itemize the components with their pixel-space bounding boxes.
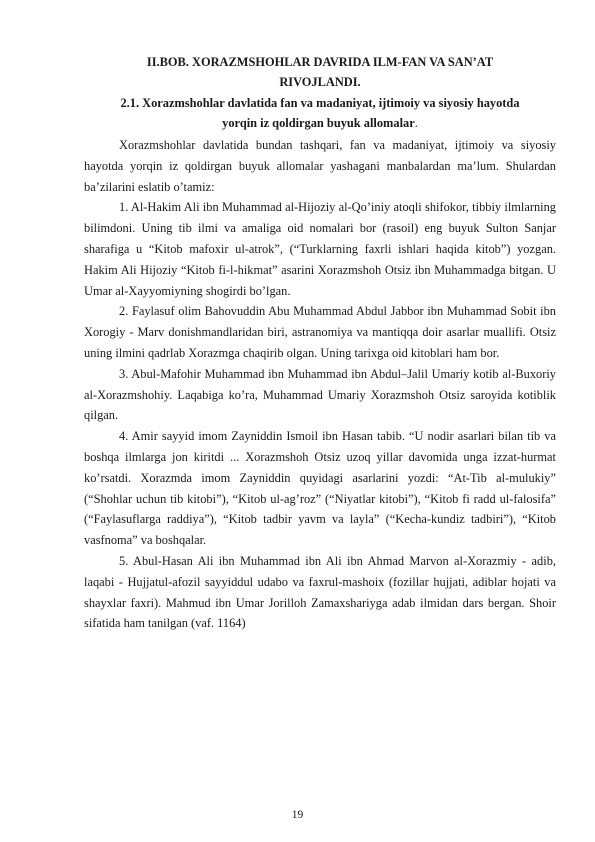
page-number: 19: [291, 809, 304, 821]
chapter-label: II.BOB.: [146, 55, 189, 69]
section-heading: [84, 93, 556, 133]
paragraph-intro: Xorazmshohlar davlatida bundan tashqari, fan va madaniyat, ijtimoiy va siyosiy hayotda yorqin iz qoldirgan buyuk allomalar yashagani manbalardan ma’lum. Shulardan ba’zilarini eslatib o’tamiz:: [84, 138, 556, 194]
paragraph-item-5: 5. Abul-Hasan Ali ibn Muhammad ibn Ali ibn Ahmad Marvon al-Xorazmiy - adib, laqabi - Hujjatul-afozil sayyiddul udabo va faxrul-mashoix (fozillar hujjati, adiblar hojati va shayxlar faxri). Mahmud ibn Umar Jorilloh Zamaxshariyga adab ilmidan dars bergan. Shoir sifatida ham tanilgan (vaf. 1164): [84, 553, 556, 631]
chapter-heading: [84, 52, 556, 92]
section-title-line2: yorqin iz qoldirgan buyuk allomalar: [222, 116, 415, 130]
chapter-title-line1: XORAZMSHOHLAR DAVRIDA ILM-FAN VA SAN’AT: [192, 55, 494, 69]
document-page: [84, 52, 556, 634]
section-title-period: .: [414, 116, 418, 130]
paragraph-item-3: 3. Abul-Mafohir Muhammad ibn Muhammad ibn Abdul–Jalil Umariy kotib al-Buxoriy al-Xorazmshohiy. Laqabiga ko’ra, Muhammad Umariy Xorazmshoh Otsiz saroyida kotiblik qilgan.: [84, 366, 556, 423]
chapter-title-line2: RIVOJLANDI.: [279, 75, 361, 89]
paragraph-item-1: 1. Al-Hakim Ali ibn Muhammad al-Hijoziy al-Qo’iniy atoqli shifokor, tibbiy ilmlarning bilimdoni. Uning tib ilmi va amaliga oid nomalari bor (rasoil) eng buyuk Sulton Sanjar sharafiga u “Kitob mafoxir ul-atrok”, (“Turklarning faxrli ishlari haqida kitob”) yozgan. Hakim Ali Hijoziy “Kitob fi-l-hikmat” asarini Xorazmshoh Otsiz ibn Muhammadga bitgan. U Umar al-Xayyomiyning shogirdi bo’lgan.: [84, 200, 556, 298]
section-title-line1: 2.1. Xorazmshohlar davlatida fan va madaniyat, ijtimoiy va siyosiy hayotda: [120, 96, 520, 110]
paragraph-item-2: 2. Faylasuf olim Bahovuddin Abu Muhammad Abdul Jabbor ibn Muhammad Sobit ibn Xorogiy - Marv donishmandlaridan biri, astranomiya va mantiqqa doir asarlar muallifi. Otsiz uning ilmini qadrlab Xorazmga chaqirib olgan. Uning tarixga oid kitoblari ham bor.: [84, 304, 556, 360]
paragraph-item-4: 4. Amir sayyid imom Zayniddin Ismoil ibn Hasan tabib. “U nodir asarlari bilan tib va boshqa ilmlarga jon kiritdi ... Xorazmshoh Otsiz uzoq yillar davomida unga izzat-hurmat ko’rsatdi. Xorazmda imom Zayniddin quyidagi asarlarini yozdi: “At-Tib al-mulukiy” (“Shohlar uchun tib kitobi”), “Kitob ul-ag’roz” (“Niyatlar kitobi”), “Kitob fi radd ul-falosifa” (“Faylasuflarga raddiya”), “Kitob tadbir yavm va layla” (“Kecha-kundiz tadbiri”), “Kitob vasfnoma” va boshqalar.: [84, 429, 556, 548]
